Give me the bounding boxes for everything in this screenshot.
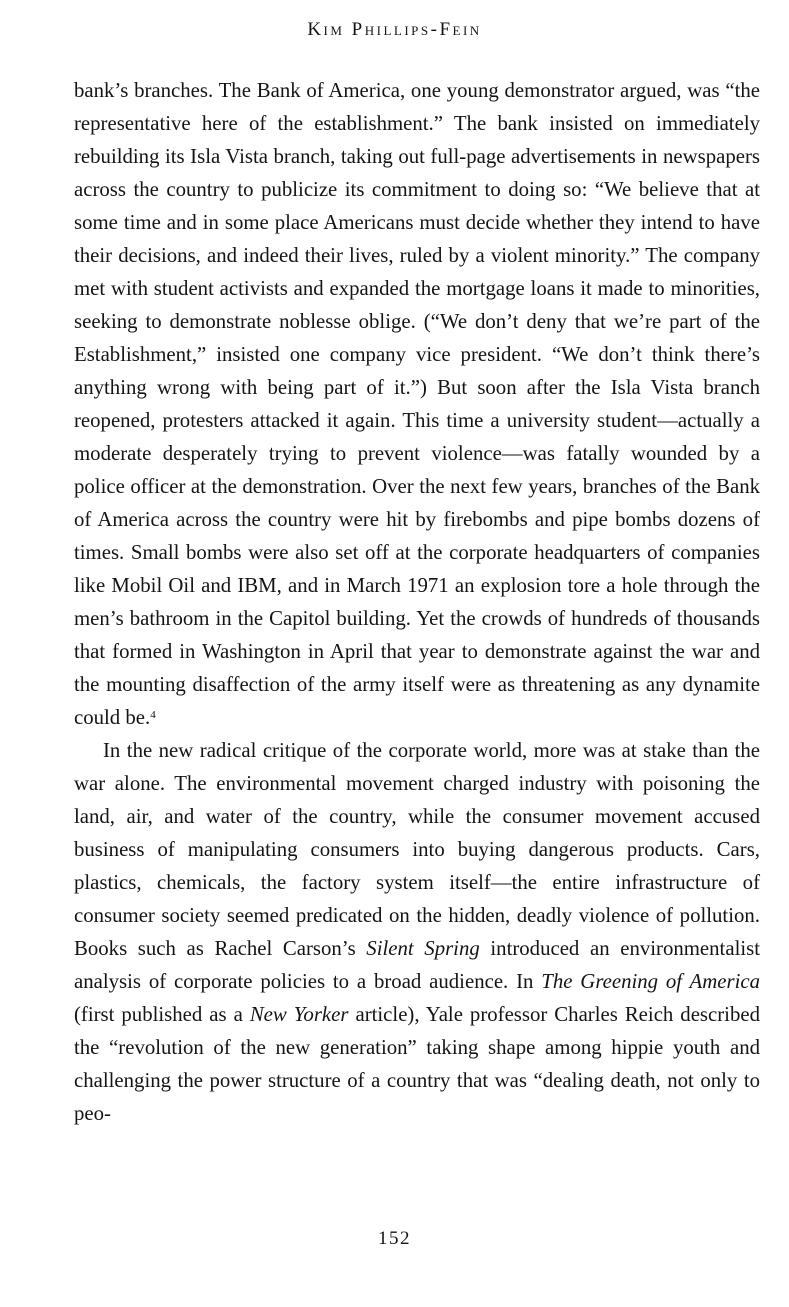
page-number: 152 [378,1228,411,1249]
footnote-marker: 4 [150,708,156,721]
running-head: Kim Phillips-Fein [307,19,482,40]
book-title: The Greening of America [541,970,761,993]
paragraph-text: bank’s branches. The Bank of America, one young demonstrator argued, was “the representative here of the establishment.” The bank insisted on immediately rebuilding its Isla Vista branch, taking out full-page advertisements in newspapers across the country to publicize its commitment to doing so: “We believe that at some time and in some place Americans must decide whether they intend to have their decisions, and indeed their lives, ruled by a violent minority.” The company met with student activists and expanded the mortgage loans it made to minorities, seeking to demonstrate noblesse oblige. (“We don’t deny that we’re part of the Establishment,” insisted one company vice president. “We don’t think there’s anything wrong with being part of it.”) But soon after the Isla Vista branch reopened, protesters attacked it again. This time a university student—actually a moderate desperately trying to prevent violence—was fatally wounded by a police officer at the demonstration. Over the next few years, branches of the Bank of America across the country were hit by firebombs and pipe bombs dozens of times. Small bombs were also set off at the corporate headquarters of companies like Mobil Oil and IBM, and in March 1971 an explosion tore a hole through the men’s bathroom in the Capitol building. Yet the crowds of hundreds of thousands that formed in Washington in April that year to demonstrate against the war and the mounting disaffection of the army itself were as threatening as any dynamite could be. [74,79,760,729]
paragraph-text: article), Yale professor Charles Reich described the “revolution of the new generation” taking shape among hippie youth and challenging the power structure of a country that was “dealing death, not only to peo- [74,1003,760,1125]
paragraph-text: In the new radical critique of the corporate world, more was at stake than the war alone. The environmental movement charged industry with poisoning the land, air, and water of the country, while the consumer movement accused business of manipulating consumers into buying dangerous products. Cars, plastics, chemicals, the factory system itself—the entire infrastructure of consumer society seemed predicated on the hidden, deadly violence of pollution. Books such as Rachel Carson’s [74,739,760,960]
paragraph [74,74,760,734]
paragraph-text: introduced an environmentalist analysis of corporate policies to a broad audience. In [74,937,760,993]
magazine-title: New Yorker [249,1003,349,1026]
paragraph [74,734,760,1130]
book-title: Silent Spring [366,937,480,960]
paragraph-text: (first published as a [74,1003,250,1026]
body-text [74,74,760,1130]
